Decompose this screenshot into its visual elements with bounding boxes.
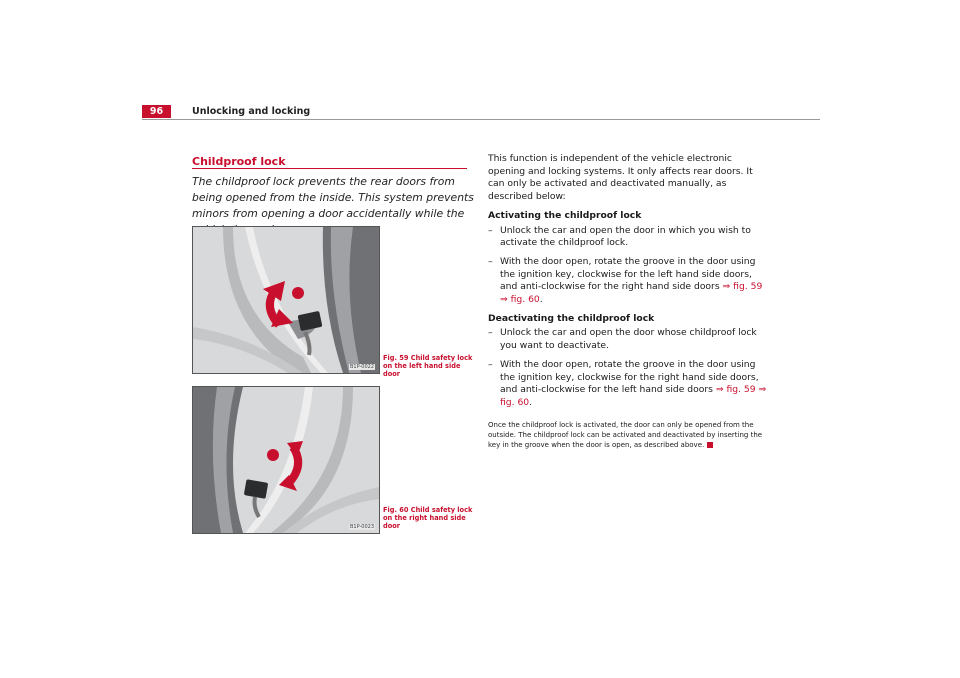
figure-60-caption: Fig. 60 Child safety lock on the right hand side door <box>383 506 473 530</box>
list-item: – With the door open, rotate the groove in the door using the ignition key, clockwise for the right hand side doors, and anti-clockwise for the left hand side doors ⇒ fig. 59 ⇒ fig. 60. <box>488 358 767 408</box>
list-item <box>488 327 768 352</box>
header-divider <box>142 119 820 120</box>
deactivating-figure-link[interactable]: ⇒ fig. 59 ⇒ fig. 60 <box>500 384 767 408</box>
figure-60-code: B1P-0023 <box>349 524 374 530</box>
door-right-illustration <box>193 387 379 533</box>
door-left-illustration <box>193 227 379 373</box>
intro-paragraph: This function is independent of the vehicle electronic opening and locking systems. It only affects rear doors. It can only be activated and deactivated manually, as described below: <box>488 153 753 203</box>
running-header: Unlocking and locking <box>192 106 311 117</box>
activating-step-2: With the door open, rotate the groove in the door using the ignition key, clockwise for the left hand side doors, and anti-clockwise for the right hand side doors <box>500 255 756 293</box>
figure-59-image <box>192 226 380 374</box>
deactivating-step-1: Unlock the car and open the door whose childproof lock you want to deactivate. <box>500 327 757 352</box>
deactivating-step-2: With the door open, rotate the groove in the door using the ignition key, clockwise for the right hand side doors, and anti-clockwise for the left hand side doors <box>500 358 759 396</box>
note-paragraph: Once the childproof lock is activated, the door can only be opened from the outside. The childproof lock can be activated and deactivated by inserting the key in the groove when the door is open, as described above. <box>488 420 763 449</box>
list-item <box>488 225 768 250</box>
dash-marker: – <box>488 358 493 370</box>
dash-marker: – <box>488 224 493 236</box>
end-of-section-marker <box>707 442 713 448</box>
deactivating-heading: Deactivating the childproof lock <box>488 312 655 324</box>
figure-59-code: B1P-0022 <box>349 364 374 370</box>
figure-59-caption: Fig. 59 Child safety lock on the left hand side door <box>383 354 473 378</box>
lead-paragraph: The childproof lock prevents the rear doors from being opened from the inside. This system prevents minors from opening a door accidentally while the <box>192 175 474 220</box>
activating-step-1: Unlock the car and open the door in which you wish to activate the childproof lock. <box>500 224 751 249</box>
figure-60-image <box>192 386 380 534</box>
section-title: Childproof lock <box>192 155 286 168</box>
page-number: 96 <box>142 105 171 118</box>
list-item: – With the door open, rotate the groove in the door using the ignition key, clockwise for the left hand side doors, and anti-clockwise for the right hand side doors ⇒ fig. 59 ⇒ fig. 60. <box>488 255 763 306</box>
dash-marker: – <box>488 327 493 339</box>
dash-marker: – <box>488 255 493 267</box>
section-divider <box>192 168 467 169</box>
activating-figure-link[interactable]: ⇒ fig. 59 ⇒ fig. 60 <box>500 281 763 306</box>
body-text <box>488 153 768 450</box>
activating-heading: Activating the childproof lock <box>488 209 642 221</box>
